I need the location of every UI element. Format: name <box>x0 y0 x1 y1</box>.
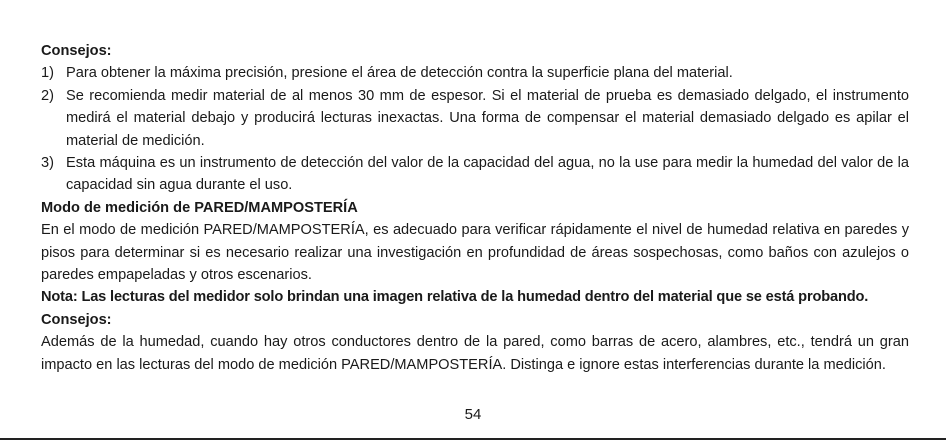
bottom-divider <box>0 438 946 440</box>
wall-mode-description: En el modo de medición PARED/MAMPOSTERÍA, es adecuado para verificar rápidamente el nivel de humedad relativa en paredes y pisos para determinar si es necesario realizar una investigación en profundidad de áreas sospechosas, como baños con azulejos o paredes empapeladas y otros escenarios. <box>41 222 909 284</box>
page-number: 54 <box>464 406 482 423</box>
tips-list <box>41 62 909 196</box>
list-item-number: 2) <box>41 87 54 104</box>
interference-tip-text: Además de la humedad, cuando hay otros conductores dentro de la pared, como barras de acero, alambres, etc., tendrá un gran impacto en las lecturas del modo de medición PARED/MAMPOSTERÍA. Distinga e ignore estas interferencias durante la medición. <box>41 334 909 373</box>
list-item-text: Para obtener la máxima precisión, presione el área de detección contra la superficie plana del material. <box>66 65 733 82</box>
list-item-number: 1) <box>41 65 54 82</box>
manual-page-content <box>41 40 909 376</box>
list-item <box>41 62 909 84</box>
wall-mode-note: Nota: Las lecturas del medidor solo brindan una imagen relativa de la humedad dentro del material que se está probando. <box>41 289 869 306</box>
tips-heading: Consejos: <box>41 43 112 59</box>
list-item-text: Esta máquina es un instrumento de detección del valor de la capacidad del agua, no la use para medir la humedad del valor de la capacidad sin agua durante el uso. <box>66 155 909 194</box>
wall-mode-heading: Modo de medición de PARED/MAMPOSTERÍA <box>41 199 358 216</box>
list-item-text: Se recomienda medir material de al menos 30 mm de espesor. Si el material de prueba es demasiado delgado, el instrumento medirá el material debajo y producirá lecturas inexactas. Una forma de compensar el material demasiado delgado es apilar el material de medición. <box>66 87 909 149</box>
list-item <box>41 85 909 152</box>
list-item-number: 3) <box>41 155 54 172</box>
list-item <box>41 152 909 197</box>
tips-heading-2: Consejos: <box>41 311 112 328</box>
